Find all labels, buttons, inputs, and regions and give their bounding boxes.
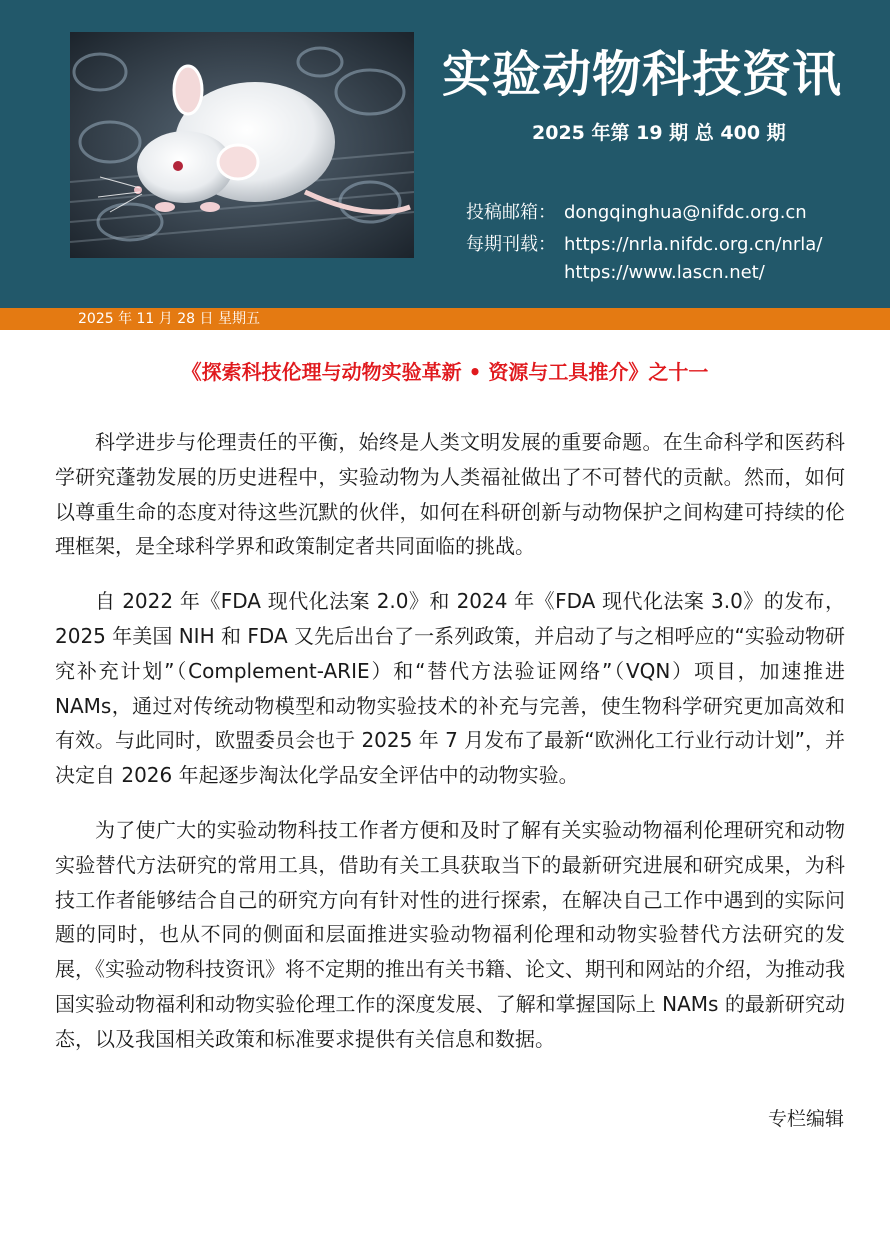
publication-date: 2025 年 11 月 28 日 星期五: [78, 311, 260, 327]
article-body: [55, 425, 845, 1077]
magazine-title: 实验动物科技资讯: [442, 46, 843, 103]
contact-submission: [466, 198, 807, 224]
cover-photo-white-mouse: [70, 32, 414, 258]
paragraph: 科学进步与伦理责任的平衡，始终是人类文明发展的重要命题。在生命科学和医药科学研究蓬勃发展的历史进程中，实验动物为人类福祉做出了不可替代的贡献。然而，如何以尊重生命的态度对待这些沉默的伙伴，如何在科研创新与动物保护之间构建可持续的伦理框架，是全球科学界和政策制定者共同面临的挑战。: [55, 430, 845, 559]
contact-label: 投稿邮箱：: [466, 202, 556, 223]
paragraph: 自 2022 年《FDA 现代化法案 2.0》和 2024 年《FDA 现代化法案 3.0》的发布，2025 年美国 NIH 和 FDA 又先后出台了一系列政策，并启动了与之相呼应的“实验动物研究补充计划”（Complement-ARIE）和“替代方法验证网络”（VQN）项目，加速推进 NAMs，通过对传统动物模型和动物实验技术的补充与完善，使生物科学研究更加高效和有效。与此同时，欧盟委员会也于 2025 年 7 月发布了最新“欧洲化工行业行动计划”，并决定自 2026 年起逐步淘汰化学品安全评估中的动物实验。: [55, 589, 845, 788]
website-link-nrla[interactable]: https://nrla.nifdc.org.cn/nrla/: [564, 234, 823, 255]
submission-email-link[interactable]: dongqinghua@nifdc.org.cn: [564, 202, 807, 223]
masthead: [0, 0, 890, 308]
website-link-lascn[interactable]: https://www.lascn.net/: [564, 262, 765, 283]
paragraph: 为了使广大的实验动物科技工作者方便和及时了解有关实验动物福利伦理研究和动物实验替代方法研究的常用工具，借助有关工具获取当下的最新研究进展和研究成果，为科技工作者能够结合自己的研究方向有针对性的进行探索，在解决自己工作中遇到的实际问题的同时，也从不同的侧面和层面推进实验动物福利伦理和动物实验替代方法研究的发展，《实验动物科技资讯》将不定期的推出有关书籍、论文、期刊和网站的介绍，为推动我国实验动物福利和动物实验伦理工作的深度发展、了解和掌握国际上 NAMs 的最新研究动态，以及我国相关政策和标准要求提供有关信息和数据。: [55, 817, 845, 1051]
article-title: 《探索科技伦理与动物实验革新 • 资源与工具推介》之十一: [181, 360, 709, 384]
contact-website: [466, 230, 822, 256]
contact-website-2: [466, 262, 765, 283]
signature: 专栏编辑: [767, 1108, 844, 1130]
issue-number: 2025 年第 19 期 总 400 期: [532, 122, 786, 144]
contact-label: 每期刊载：: [466, 234, 556, 255]
